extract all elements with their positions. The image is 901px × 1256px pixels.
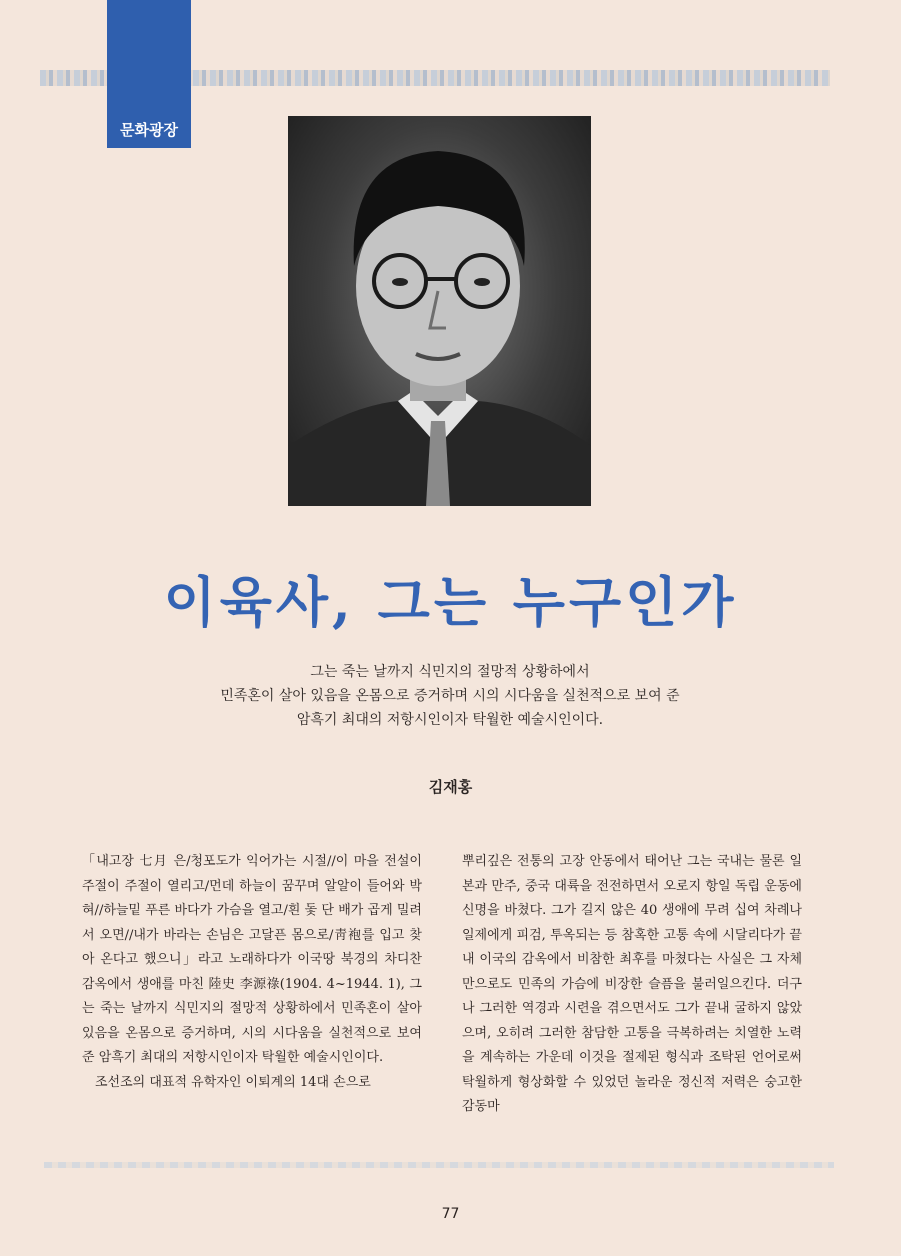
body-column-right (462, 850, 802, 1120)
article-subtitle (150, 660, 750, 732)
section-label: 문화광장 (120, 121, 178, 139)
body-paragraph: 뿌리깊은 전통의 고장 안동에서 태어난 그는 국내는 물론 일본과 만주, 중국 대륙을 전전하면서 오로지 항일 독립 운동에 신명을 바쳤다. 그가 길지 않은 40 생애에 무려 십여 차례나 일제에게 피검, 투옥되는 등 참혹한 고통 속에 시달리다가 끝내 이국의 감옥에서 비참한 최후를 마쳤다는 사실은 그 자체만으로도 민족의 가슴에 비장한 슬픔을 불러일으킨다. 더구나 그러한 역경과 시련을 겪으면서도 그가 끝내 굴하지 않았으며, 오히려 그러한 참담한 고통을 극복하려는 치열한 노력을 계속하는 가운데 이것을 절제된 형식과 조탁된 언어로써 탁월하게 형상화할 수 있었던 놀라운 정신적 저력은 숭고한 감동마 (462, 854, 802, 1114)
subtitle-line: 암흑기 최대의 저항시인이자 탁월한 예술시인이다. (296, 712, 604, 728)
portrait-photo (288, 116, 591, 506)
subtitle-line: 민족혼이 살아 있음을 온몸으로 증거하며 시의 시다움을 실천적으로 보여 준 (220, 688, 680, 704)
body-paragraph: 「내고장 七月 은/청포도가 익어가는 시절//이 마을 전설이 주절이 주절이 열리고/먼데 하늘이 꿈꾸며 알알이 들어와 박혀//하늘밑 푸른 바다가 가슴을 열고/흰 돛 단 배가 곱게 밀려서 오면//내가 바라는 손님은 고달픈 몸으로/靑袍를 입고 찾아 온다고 했으니」라고 노래하다가 이국땅 북경의 차디찬 감옥에서 생애를 마친 陸史 李源祿(1904. 4~1944. 1), 그는 죽는 날까지 식민지의 절망적 상황하에서 민족혼이 살아 있음을 온몸으로 증거하며, 시의 시다움을 실천적으로 보여 준 암흑기 최대의 저항시인이자 탁월한 예술시인이다. (82, 854, 422, 1065)
author-name: 김재홍 (428, 778, 473, 796)
subtitle-line: 그는 죽는 날까지 식민지의 절망적 상황하에서 (310, 664, 590, 680)
section-tab (107, 0, 191, 148)
article-title: 이육사, 그는 누구인가 (163, 570, 738, 634)
body-column-left (82, 850, 422, 1095)
portrait-illustration (288, 116, 591, 506)
decorative-footer-band (44, 1162, 834, 1168)
page-number: 77 (441, 1206, 460, 1222)
body-paragraph: 조선조의 대표적 유학자인 이퇴계의 14대 손으로 (95, 1074, 371, 1090)
